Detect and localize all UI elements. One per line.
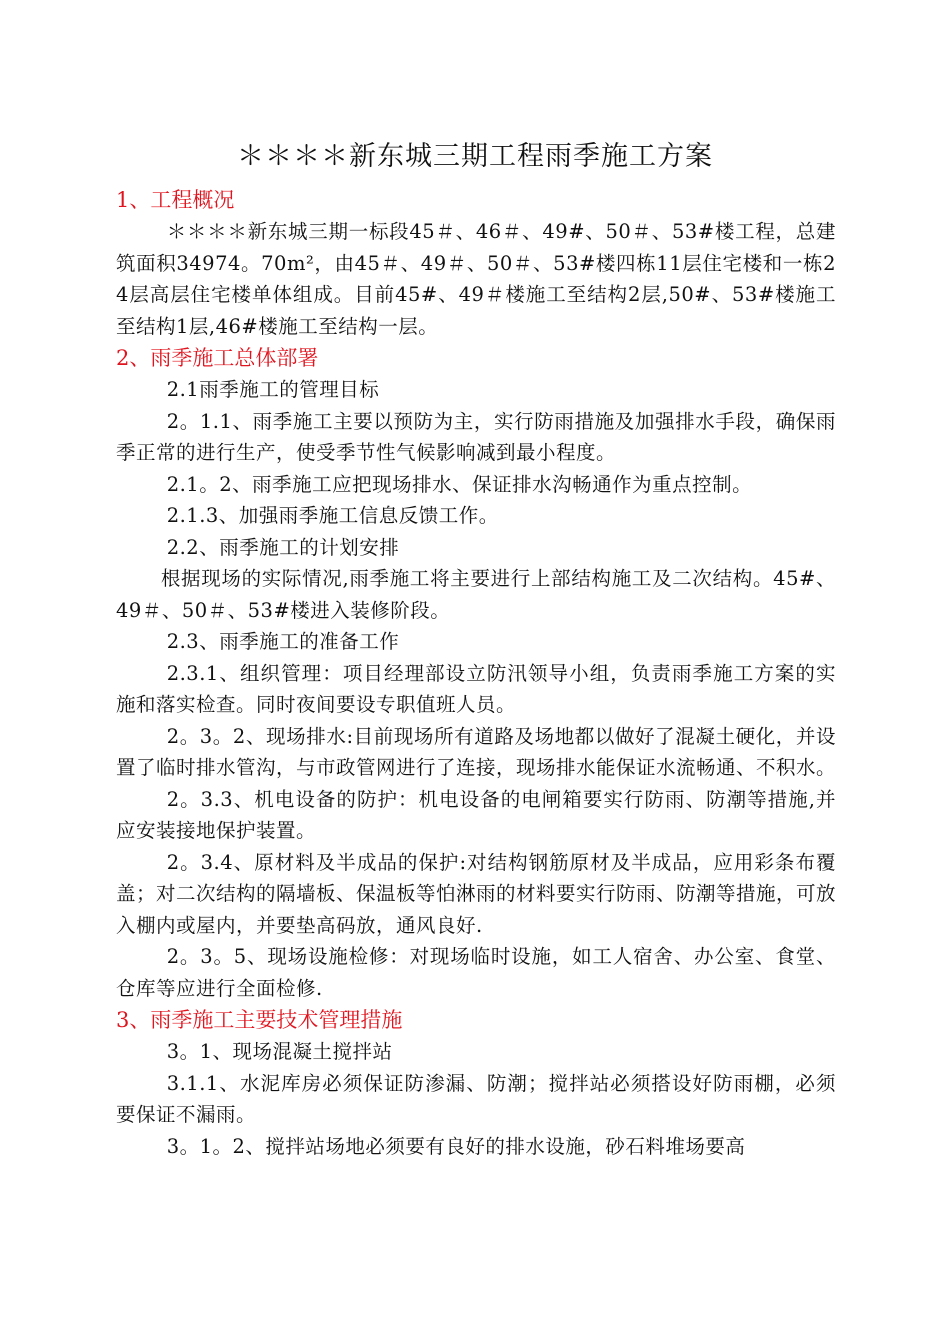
section-heading-2: 2、雨季施工总体部署: [116, 346, 319, 370]
paragraph-2-3-1: 2.3.1、组织管理：项目经理部设立防汛领导小组，负责雨季施工方案的实施和落实检查。同时夜间要设专职值班人员。: [116, 661, 836, 716]
paragraph-2-1-1: 2。1.1、雨季施工主要以预防为主，实行防雨措施及加强排水手段，确保雨季正常的进行生产，使受季节性气候影响减到最小程度。: [116, 409, 836, 464]
paragraph-overview: ＊＊＊＊新东城三期一标段45＃、46＃、49#、50＃、53#楼工程，总建筑面积34974。70m²，由45＃、49＃、50＃、53#楼四栋11层住宅楼和一栋24层高层住宅楼单体组成。目前45#、49＃楼施工至结构2层,50#、53#楼施工至结构1层,46#楼施工至结构一层。: [116, 220, 836, 338]
section-heading-3: 3、雨季施工主要技术管理措施: [116, 1008, 403, 1032]
paragraph-3-1-2: 3。1。2、搅拌站场地必须要有良好的排水设施，砂石料堆场要高: [166, 1134, 746, 1158]
page-title: ＊＊＊＊新东城三期工程雨季施工方案: [237, 141, 713, 172]
document-body: [116, 184, 836, 1162]
subheading-2-3: 2.3、雨季施工的准备工作: [166, 630, 400, 653]
paragraph-2-3-2: 2。3。2、现场排水:目前现场所有道路及场地都以做好了混凝土硬化，并设置了临时排水管沟，与市政管网进行了连接，现场排水能保证水流畅通、不积水。: [116, 724, 837, 779]
subheading-2-1: 2.1雨季施工的管理目标: [166, 378, 380, 401]
subheading-3-1: 3。1、现场混凝土搅拌站: [166, 1040, 393, 1063]
paragraph-2-1-3: 2.1.3、加强雨季施工信息反馈工作。: [166, 504, 499, 527]
section-heading-1: 1、工程概况: [116, 188, 235, 212]
paragraph-2-1-2: 2.1。2、雨季施工应把现场排水、保证排水沟畅通作为重点控制。: [166, 472, 753, 496]
paragraph-3-1-1: 3.1.1、水泥库房必须保证防渗漏、防潮；搅拌站必须搭设好防雨棚，必须要保证不漏雨。: [116, 1071, 836, 1126]
subheading-2-2: 2.2、雨季施工的计划安排: [166, 535, 400, 559]
paragraph-2-3-3: 2。3.3、机电设备的防护：机电设备的电闸箱要实行防雨、防潮等措施,并应安装接地保护装置。: [116, 787, 836, 842]
paragraph-2-2: 根据现场的实际情况,雨季施工将主要进行上部结构施工及二次结构。45#、49＃、50＃、53#楼进入装修阶段。: [116, 567, 836, 622]
paragraph-2-3-5: 2。3。5、现场设施检修：对现场临时设施，如工人宿舍、办公室、食堂、仓库等应进行全面检修.: [116, 945, 836, 1000]
paragraph-2-3-4: 2。3.4、原材料及半成品的保护:对结构钢筋原材及半成品，应用彩条布覆盖；对二次结构的隔墙板、保温板等怕淋雨的材料要实行防雨、防潮等措施，可放入棚内或屋内，并要垫高码放，通风良好.: [116, 850, 837, 937]
